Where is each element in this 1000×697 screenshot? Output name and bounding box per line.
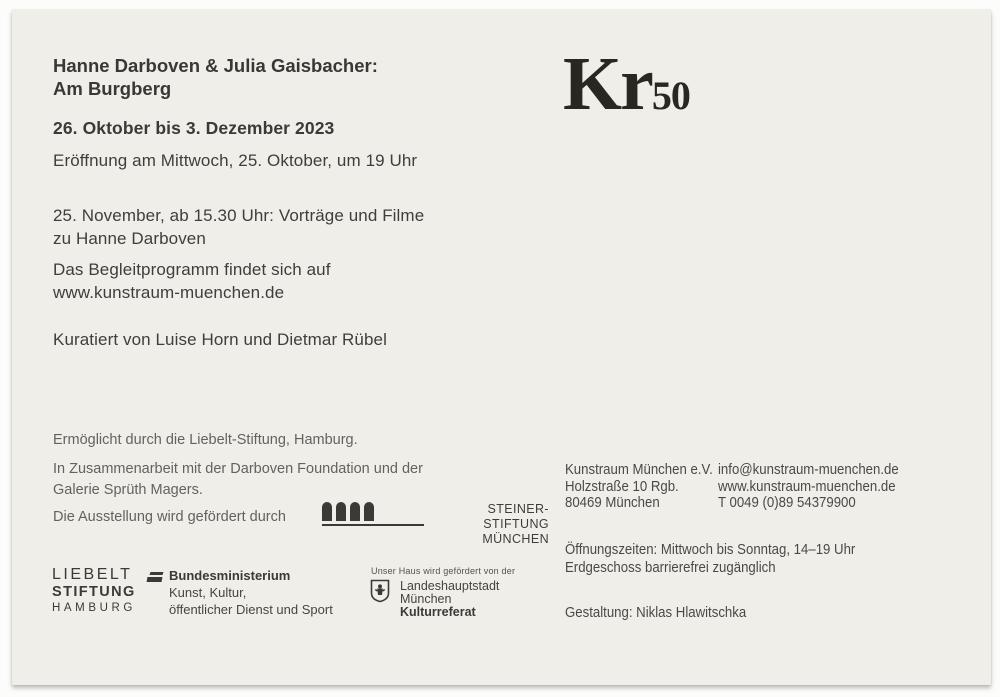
address-line-3: 80469 München [565,494,660,511]
collab-line-2: Galerie Sprüth Magers. [53,482,203,498]
exhibition-title [53,54,378,100]
bundesministerium-logo [169,567,333,618]
address-block [565,462,713,512]
event-line-2: zu Hanne Darboven [53,229,206,248]
curators-line: Kuratiert von Luise Horn und Dietmar Rübel [53,330,387,349]
liebelt-line-3: HAMBURG [52,602,136,614]
liebelt-stiftung-logo [52,566,136,616]
program-block [53,258,331,304]
hours-line-1: Öffnungszeiten: Mittwoch bis Sonntag, 14–19 Uhr [565,541,856,558]
kr50-logo-50: 50 [651,73,690,118]
munich-funding-caption: Unser Haus wird gefördert von der [371,566,516,576]
program-line-1: Das Begleitprogramm findet sich auf [53,260,331,279]
collab-line-1: In Zusammenarbeit mit der Darboven Foundation und der [53,461,423,477]
invitation-card [12,10,991,685]
design-credit: Gestaltung: Niklas Hlawitschka [565,604,747,621]
title-line-1: Hanne Darboven & Julia Gaisbacher: [53,55,378,76]
steiner-line-1: STEINER-STIFTUNG [483,502,549,531]
steiner-stiftung-marks-icon [322,502,424,526]
munich-coat-of-arms-icon [370,579,390,608]
bund-line-1: Bundesministerium [169,568,291,583]
funded-by-line: Die Ausstellung wird gefördert durch [53,509,286,525]
event-block [53,204,424,250]
exhibition-dates: 26. Oktober bis 3. Dezember 2023 [53,118,335,138]
event-line-1: 25. November, ab 15.30 Uhr: Vorträge und Filme [53,206,425,225]
munich-line-1: Landeshauptstadt [400,579,500,593]
contact-phone: T 0049 (0)89 54379900 [718,494,856,511]
collaboration-block [53,459,423,501]
munich-line-2: München [400,592,452,606]
title-line-2: Am Burgberg [53,78,172,99]
steiner-stiftung-logo [322,502,549,547]
contact-website: www.kunstraum-muenchen.de [718,477,896,495]
enabled-by-line: Ermöglicht durch die Liebelt-Stiftung, Hamburg. [53,432,358,448]
steiner-stiftung-wordmark [433,502,549,547]
bundesministerium-flag-icon [147,572,163,582]
bund-line-2: Kunst, Kultur, [169,585,247,600]
contact-email: info@kunstraum-muenchen.de [718,461,899,478]
opening-info: Eröffnung am Mittwoch, 25. Oktober, um 19 Uhr [53,151,418,170]
liebelt-line-1: LIEBELT [52,566,133,583]
liebelt-line-2: STIFTUNG [52,584,136,600]
address-line-2: Holzstraße 10 Rgb. [565,477,679,495]
hours-line-2: Erdgeschoss barrierefrei zugänglich [565,559,776,576]
kr50-logo [563,42,690,126]
contact-links-block [718,462,899,512]
opening-hours-block [565,541,855,577]
munich-kulturreferat-logo [400,580,499,619]
program-website: www.kunstraum-muenchen.de [53,283,285,302]
bund-line-3: öffentlicher Dienst und Sport [169,602,333,617]
kr50-logo-kr: Kr [563,42,652,126]
munich-line-3: Kulturreferat [400,605,476,619]
steiner-line-2: MÜNCHEN [482,532,549,546]
address-line-1: Kunstraum München e.V. [565,461,713,478]
